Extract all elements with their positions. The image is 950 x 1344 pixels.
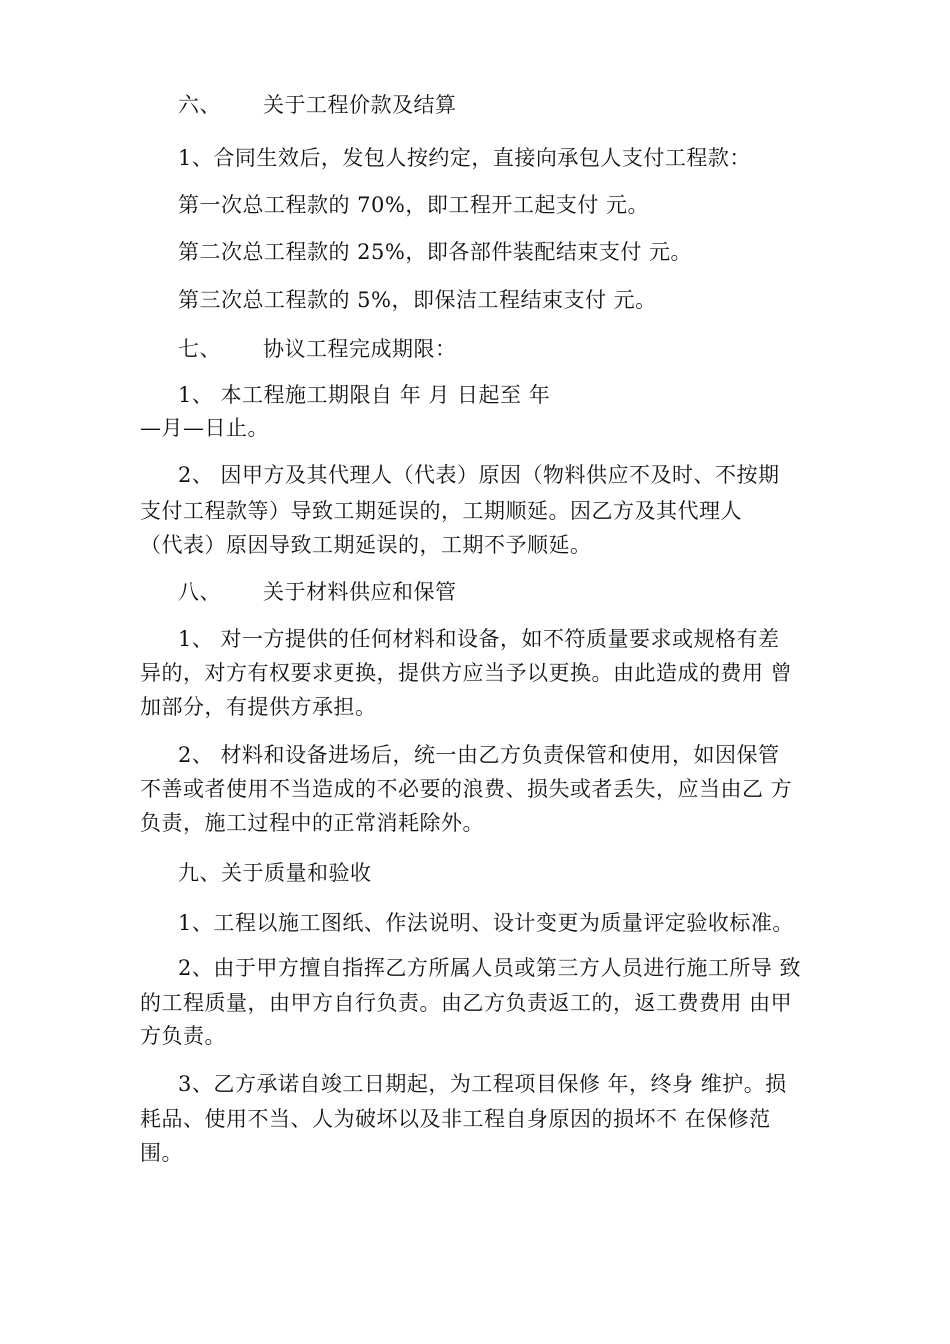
section-7-paragraph-1-line-2: —月—日止。 (140, 416, 269, 440)
section-8-title: 关于材料供应和保管 (263, 580, 457, 604)
section-9-paragraph-2-line-2: 的工程质量，由甲方自行负责。由乙方负责返工的，返工费费用 由甲 (140, 991, 793, 1015)
section-9-paragraph-2-line-3: 方负责。 (140, 1024, 226, 1048)
section-9-paragraph-3-line-1: 3、乙方承诺自竣工日期起，为工程项目保修 年，终身 维护。损 (178, 1072, 787, 1096)
section-9-heading: 九、关于质量和验收 (178, 861, 372, 885)
section-6-number: 六、 (178, 93, 221, 117)
section-7-paragraph-2-line-3: （代表）原因导致工期延误的，工期不予顺延。 (140, 533, 592, 557)
section-7-number: 七、 (178, 337, 221, 361)
section-6-title: 关于工程价款及结算 (263, 93, 457, 117)
section-8-paragraph-1-line-3: 加部分，有提供方承担。 (140, 695, 377, 719)
section-7-heading (178, 334, 457, 364)
section-8-paragraph-2-line-1: 2、 材料和设备进场后，统一由乙方负责保管和使用，如因保管 (178, 743, 780, 767)
section-6-payment-2: 第二次总工程款的 25%，即各部件装配结束支付 元。 (178, 240, 693, 264)
section-8-paragraph-1-line-2: 异的，对方有权要求更换，提供方应当予以更换。由此造成的费用 曾 (140, 661, 793, 685)
section-9-paragraph-1: 1、工程以施工图纸、作法说明、设计变更为质量评定验收标准。 (178, 911, 794, 935)
section-7-title: 协议工程完成期限： (263, 337, 457, 361)
section-7-paragraph-2-line-2: 支付工程款等）导致工期延误的，工期顺延。因乙方及其代理人 (140, 499, 742, 523)
section-9-paragraph-2-line-1: 2、由于甲方擅自指挥乙方所属人员或第三方人员进行施工所导 致 (178, 956, 802, 980)
section-6-payment-3: 第三次总工程款的 5%，即保洁工程结束支付 元。 (178, 288, 657, 312)
section-7-paragraph-2-line-1: 2、 因甲方及其代理人（代表）原因（物料供应不及时、不按期 (178, 463, 780, 487)
section-8-heading (178, 577, 457, 607)
section-7-paragraph-1-line-1: 1、 本工程施工期限自 年 月 日起至 年 (178, 383, 551, 407)
section-8-paragraph-1-line-1: 1、 对一方提供的任何材料和设备，如不符质量要求或规格有差 (178, 627, 780, 651)
section-8-paragraph-2-line-2: 不善或者使用不当造成的不必要的浪费、损失或者丢失，应当由乙 方 (140, 777, 793, 801)
section-6-heading (178, 90, 457, 120)
section-9-paragraph-3-line-2: 耗品、使用不当、人为破坏以及非工程自身原因的损坏不 在保修范 (140, 1107, 771, 1131)
section-8-number: 八、 (178, 580, 221, 604)
section-8-paragraph-2-line-3: 负责，施工过程中的正常消耗除外。 (140, 811, 484, 835)
section-6-payment-1: 第一次总工程款的 70%，即工程开工起支付 元。 (178, 193, 650, 217)
section-6-paragraph-1: 1、合同生效后，发包人按约定，直接向承包人支付工程款： (178, 146, 751, 170)
section-9-paragraph-3-line-3: 围。 (140, 1141, 183, 1165)
